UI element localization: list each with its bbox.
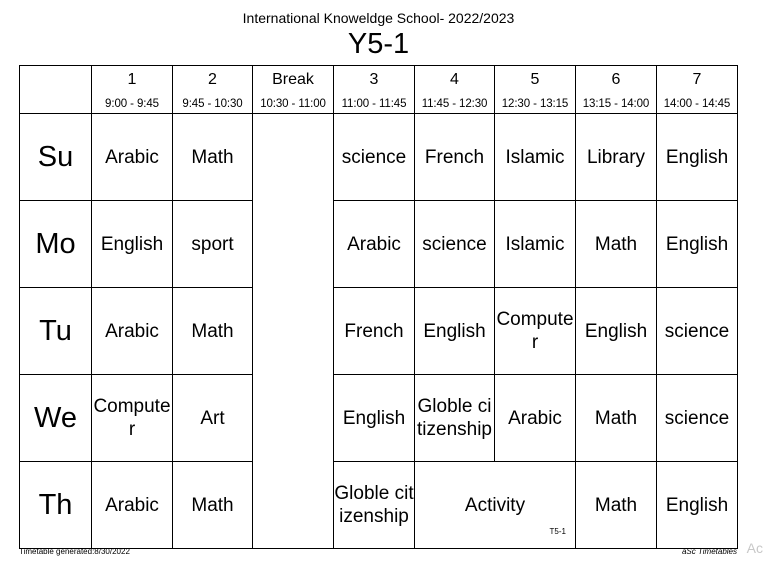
day-row [20, 114, 738, 201]
period-header: 3 11:00 - 11:45 [334, 66, 415, 114]
lesson-cell: Math [576, 462, 657, 549]
activity-cell [415, 462, 576, 549]
lesson-cell: English [576, 288, 657, 375]
school-title: International Knoweldge School- 2022/2023 [242, 10, 515, 26]
activity-label: Activity [464, 494, 526, 516]
day-row [20, 201, 738, 288]
lesson-cell: Math [576, 375, 657, 462]
watermark-text: Ac [746, 540, 763, 556]
header-row [20, 66, 738, 114]
lesson-cell: English [657, 462, 738, 549]
lesson-cell: Globle citizenship [415, 375, 495, 462]
corner-cell [20, 66, 92, 114]
period-header: 1 9:00 - 9:45 [92, 66, 173, 114]
break-header: Break 10:30 - 11:00 [253, 66, 334, 114]
brand-label: aSc Timetables [681, 547, 737, 556]
lesson-cell: Islamic [495, 201, 576, 288]
lesson-cell: Computer [495, 288, 576, 375]
lesson-cell: Arabic [92, 114, 173, 201]
day-row [20, 375, 738, 462]
lesson-cell: English [657, 114, 738, 201]
lesson-cell: science [415, 201, 495, 288]
lesson-cell: Library [576, 114, 657, 201]
generated-date: Timetable generated:8/30/2022 [19, 547, 130, 556]
period-header: 7 14:00 - 14:45 [657, 66, 738, 114]
lesson-cell: English [334, 375, 415, 462]
lesson-cell: sport [173, 201, 253, 288]
period-header: 2 9:45 - 10:30 [173, 66, 253, 114]
lesson-cell: French [334, 288, 415, 375]
lesson-cell: Globle citizenship [334, 462, 415, 549]
lesson-cell: Islamic [495, 114, 576, 201]
break-column [253, 114, 334, 549]
day-label: Mo [20, 201, 92, 288]
day-label: We [20, 375, 92, 462]
period-header: 4 11:45 - 12:30 [415, 66, 495, 114]
timetable [19, 65, 738, 549]
day-label: Su [20, 114, 92, 201]
lesson-cell: Math [173, 288, 253, 375]
lesson-cell: Art [173, 375, 253, 462]
period-header: 6 13:15 - 14:00 [576, 66, 657, 114]
lesson-cell: French [415, 114, 495, 201]
day-label: Th [20, 462, 92, 549]
lesson-cell: Arabic [92, 288, 173, 375]
lesson-cell: English [415, 288, 495, 375]
period-header: 5 12:30 - 13:15 [495, 66, 576, 114]
lesson-cell: science [334, 114, 415, 201]
lesson-cell: Math [576, 201, 657, 288]
lesson-cell: science [657, 375, 738, 462]
lesson-cell: science [657, 288, 738, 375]
lesson-cell: Arabic [334, 201, 415, 288]
room-label: T5-1 [549, 527, 566, 536]
lesson-cell: English [92, 201, 173, 288]
day-label: Tu [20, 288, 92, 375]
day-row [20, 288, 738, 375]
lesson-cell: Math [173, 114, 253, 201]
lesson-cell: Arabic [495, 375, 576, 462]
lesson-cell: English [657, 201, 738, 288]
lesson-cell: Math [173, 462, 253, 549]
lesson-cell: Computer [92, 375, 173, 462]
day-row [20, 462, 738, 549]
lesson-cell: Arabic [92, 462, 173, 549]
class-title: Y5-1 [347, 28, 410, 60]
